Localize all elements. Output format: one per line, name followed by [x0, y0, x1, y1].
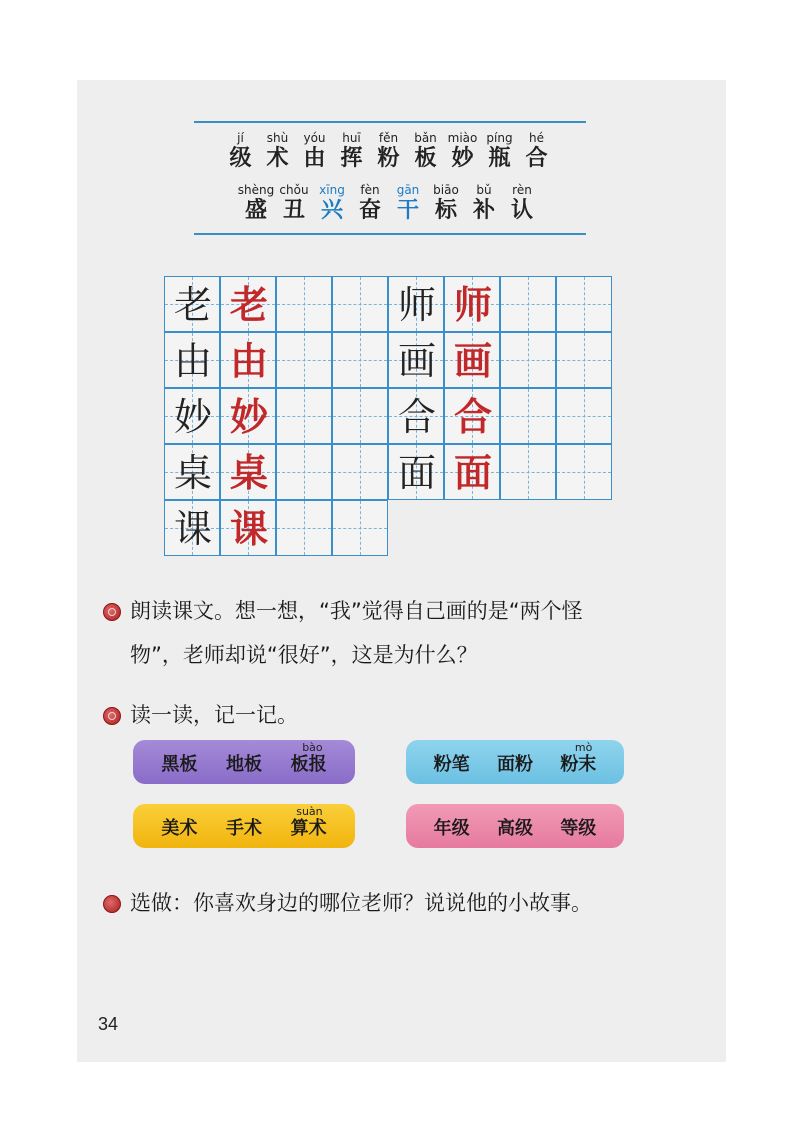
exercise-bullet-icon [103, 707, 121, 725]
vocab-char: shèng 盛 [237, 183, 275, 223]
vocab-char: bǎn 板 [414, 131, 437, 171]
word-group-cyan [406, 740, 624, 784]
vocab-char: jí 级 [229, 131, 252, 171]
practice-cell[interactable] [276, 332, 332, 388]
grid-cell [388, 444, 444, 500]
vocab-char: hé 合 [525, 131, 548, 171]
trace-char: 面 [453, 450, 492, 495]
trace-char: 师 [453, 282, 492, 327]
word: 美术 [161, 818, 198, 839]
grid-cell [220, 388, 276, 444]
practice-cell[interactable] [500, 444, 556, 500]
grid-cell [388, 276, 444, 332]
word-pinyin: mò [574, 741, 593, 754]
exercise-bullet-icon [103, 603, 121, 621]
word-with-pinyin: suàn 算术 [291, 818, 327, 840]
word: 面粉 [496, 754, 533, 775]
practice-cell[interactable] [332, 332, 388, 388]
practice-cell[interactable] [556, 388, 612, 444]
grid-cell [220, 332, 276, 388]
word-pinyin: bào [302, 741, 323, 754]
practice-cell[interactable] [500, 332, 556, 388]
vocab-char: chǒu 丑 [279, 183, 309, 223]
trace-char: 合 [453, 394, 492, 439]
grid-cell [444, 444, 500, 500]
model-char: 画 [397, 339, 436, 383]
word: 高级 [496, 818, 533, 839]
word: 年级 [433, 818, 470, 839]
question-2-text: 读一读，记一记。 [130, 703, 298, 727]
grid-cell [220, 276, 276, 332]
practice-cell[interactable] [332, 500, 388, 556]
vocab-char: miào 妙 [447, 131, 478, 171]
vocab-char: biāo 标 [433, 183, 459, 223]
practice-cell[interactable] [556, 444, 612, 500]
word: 等级 [560, 818, 597, 839]
vocab-bottom-rule [194, 233, 586, 235]
word-with-pinyin: bào 板报 [291, 754, 327, 776]
page-number: 34 [98, 1014, 119, 1034]
trace-char: 课 [229, 506, 268, 551]
question-1-line-2: 物”，老师却说“很好”，这是为什么？ [130, 643, 478, 667]
grid-cell [164, 500, 220, 556]
trace-char: 由 [229, 338, 268, 383]
trace-char: 画 [453, 338, 492, 383]
grid-cell [220, 500, 276, 556]
grid-cell [164, 276, 220, 332]
vocab-top-rule [194, 121, 586, 123]
practice-cell[interactable] [500, 276, 556, 332]
vocab-row-2 [237, 183, 541, 223]
practice-cell[interactable] [332, 444, 388, 500]
grid-cell [388, 332, 444, 388]
writing-grid [164, 276, 612, 558]
grid-cell [164, 444, 220, 500]
vocab-char: fěn 粉 [377, 131, 400, 171]
optional-bullet-icon [103, 895, 121, 913]
grid-cell [388, 388, 444, 444]
word: 黑板 [161, 754, 198, 775]
vocab-char-highlight: gān 干 [396, 183, 420, 223]
word-with-pinyin: mò 粉末 [560, 754, 596, 776]
practice-cell[interactable] [276, 276, 332, 332]
word: 粉笔 [433, 754, 470, 775]
question-3-text: 选做：你喜欢身边的哪位老师？说说他的小故事。 [130, 891, 592, 915]
word-group-purple [133, 740, 355, 784]
word-group-yellow [133, 804, 355, 848]
trace-char: 老 [229, 282, 268, 327]
model-char: 老 [173, 283, 212, 327]
model-char: 师 [397, 283, 436, 327]
grid-cell [164, 388, 220, 444]
practice-cell[interactable] [332, 276, 388, 332]
practice-cell[interactable] [276, 500, 332, 556]
grid-cell [444, 276, 500, 332]
vocab-char: huī 挥 [340, 131, 363, 171]
model-char: 妙 [173, 395, 212, 439]
vocab-char: fèn 奋 [358, 183, 381, 223]
word-group-pink [406, 804, 624, 848]
grid-cell [220, 444, 276, 500]
practice-cell[interactable] [556, 276, 612, 332]
word: 地板 [225, 754, 262, 775]
practice-cell[interactable] [500, 388, 556, 444]
question-1-line-1: 朗读课文。想一想，“我”觉得自己画的是“两个怪 [130, 599, 583, 623]
model-char: 桌 [173, 451, 212, 495]
vocab-row-1 [222, 131, 555, 171]
practice-cell[interactable] [276, 388, 332, 444]
word-pinyin: suàn [296, 805, 323, 818]
vocab-char: bǔ 补 [472, 183, 495, 223]
vocab-char-highlight: xīng 兴 [319, 183, 345, 223]
grid-cell [164, 332, 220, 388]
grid-cell [444, 388, 500, 444]
vocab-char: rèn 认 [510, 183, 533, 223]
vocab-char: píng 瓶 [486, 131, 513, 171]
trace-char: 妙 [229, 394, 268, 439]
model-char: 面 [397, 451, 436, 495]
model-char: 由 [173, 339, 212, 383]
word: 手术 [225, 818, 262, 839]
vocab-char: yóu 由 [303, 131, 326, 171]
grid-cell [444, 332, 500, 388]
model-char: 合 [397, 395, 436, 439]
vocab-char: shù 术 [266, 131, 289, 171]
practice-cell[interactable] [556, 332, 612, 388]
model-char: 课 [173, 507, 212, 551]
practice-cell[interactable] [332, 388, 388, 444]
practice-cell[interactable] [276, 444, 332, 500]
trace-char: 桌 [229, 450, 268, 495]
